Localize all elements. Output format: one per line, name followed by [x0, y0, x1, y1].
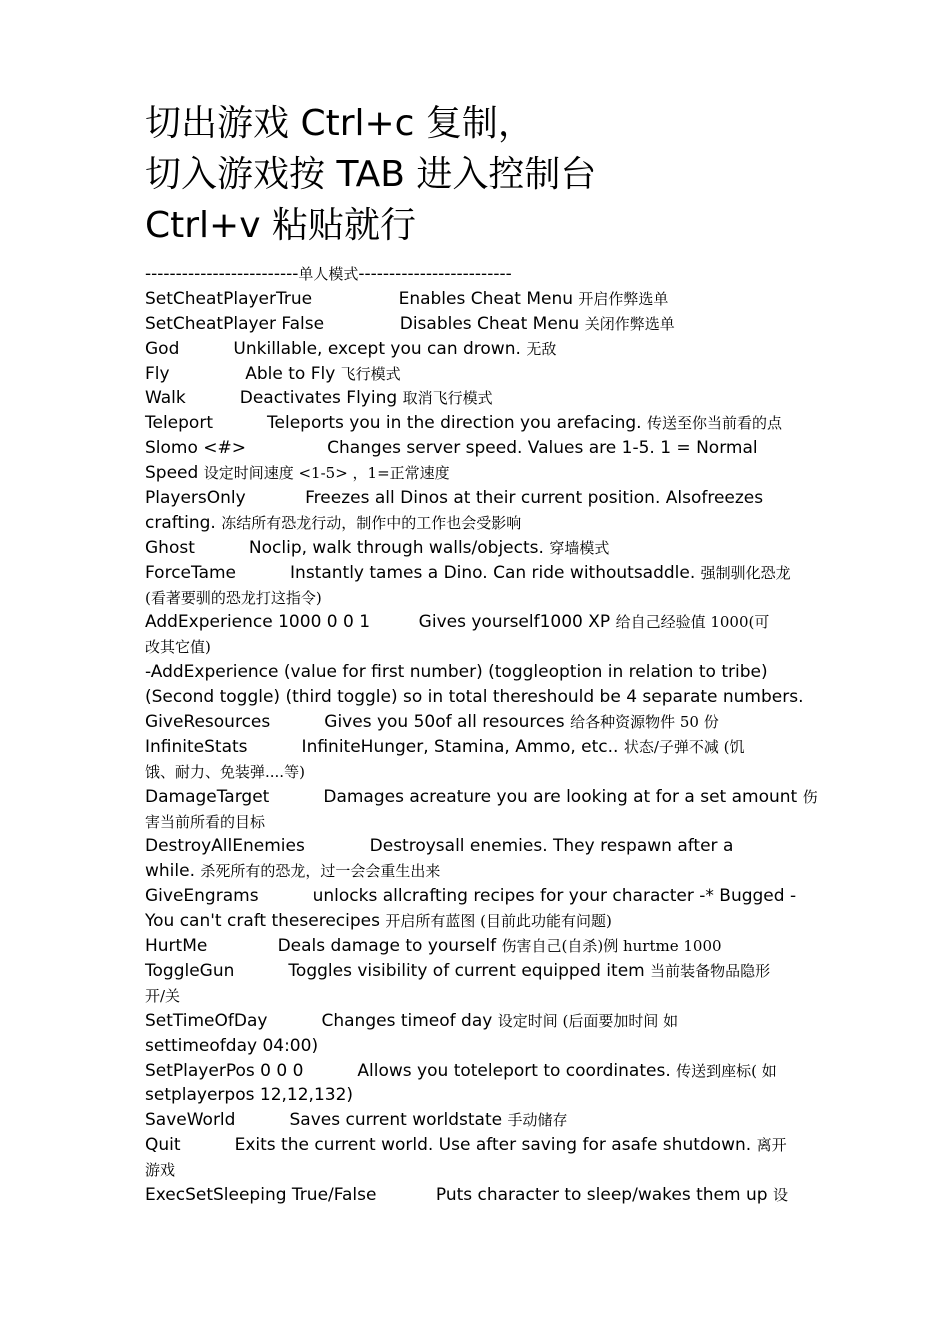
command-line	[145, 1108, 813, 1133]
command-line	[145, 660, 813, 685]
command-line	[145, 884, 813, 909]
command-line	[145, 1183, 813, 1208]
chinese-description: 饿、耐力、免装弹....等)	[145, 762, 305, 781]
command-line	[145, 1059, 813, 1084]
command-line	[145, 1133, 813, 1158]
chinese-description: 开启作弊选单	[578, 289, 669, 308]
chinese-description: 伤害自己(自杀)例 hurtme 1000	[501, 937, 722, 956]
command-text: GiveEngrams unlocks allcrafting recipes for your character -* Bugged -	[145, 886, 797, 907]
command-text: Slomo <#> Changes server speed. Values are 1-5. 1 = Normal	[145, 438, 758, 459]
command-line	[145, 635, 813, 660]
command-list	[145, 262, 818, 1208]
chinese-description: 强制驯化恐龙	[700, 563, 791, 582]
command-text: while.	[145, 861, 195, 882]
chinese-description: 游戏	[145, 1161, 176, 1180]
command-text: Ghost Noclip, walk through walls/objects.	[145, 537, 544, 558]
section-separator	[145, 262, 813, 287]
command-line	[145, 984, 813, 1009]
chinese-description: 离开	[756, 1136, 787, 1155]
command-text: DamageTarget Damages acreature you are looking at for a set amount	[145, 786, 798, 807]
separator-dashes-right: -------------------------	[358, 264, 512, 284]
command-line	[145, 411, 813, 436]
chinese-description: 冻结所有恐龙行动，制作中的工作也会受影响	[221, 513, 522, 532]
command-text: SaveWorld Saves current worldstate	[145, 1110, 503, 1131]
chinese-description: 手动储存	[507, 1111, 568, 1130]
command-line	[145, 909, 813, 934]
command-text: InfiniteStats InfiniteHunger, Stamina, Ammo, etc..	[145, 736, 619, 757]
command-line	[145, 610, 813, 635]
command-line	[145, 312, 813, 337]
chinese-description: (看著要驯的恐龙打这指令)	[145, 588, 322, 607]
command-line	[145, 1034, 813, 1059]
command-line	[145, 287, 813, 312]
chinese-description: 伤	[802, 787, 818, 806]
chinese-description: 给自己经验值 1000(可	[615, 613, 770, 632]
command-text: ExecSetSleeping True/False Puts character to sleep/wakes them up	[145, 1184, 768, 1205]
command-text: GiveResources Gives you 50of all resources	[145, 712, 565, 733]
chinese-description: 当前装备物品隐形	[650, 961, 771, 980]
command-text: AddExperience 1000 0 0 1 Gives yourself1000 XP	[145, 612, 611, 633]
command-line	[145, 536, 813, 561]
chinese-description: 杀死所有的恐龙，过一会会重生出来	[200, 862, 441, 881]
command-text: Fly Able to Fly	[145, 363, 336, 384]
chinese-description: 改其它值)	[145, 638, 211, 657]
command-text: setplayerpos 12,12,132)	[145, 1085, 354, 1106]
chinese-description: 传送至你当前看的点	[647, 414, 783, 433]
command-text: -AddExperience (value for first number) (toggleoption in relation to tribe)	[145, 662, 768, 683]
command-line	[145, 685, 813, 710]
command-text: SetCheatPlayer False Disables Cheat Menu	[145, 313, 580, 334]
command-line	[145, 486, 813, 511]
document-title	[145, 98, 845, 251]
command-line	[145, 785, 818, 810]
command-line	[145, 710, 813, 735]
chinese-description: 取消飞行模式	[402, 389, 493, 408]
chinese-description: 穿墙模式	[549, 538, 610, 557]
command-text: settimeofday 04:00)	[145, 1035, 319, 1056]
command-line	[145, 362, 813, 387]
chinese-description: 开/关	[145, 986, 181, 1005]
chinese-description: 无敌	[526, 339, 557, 358]
command-line	[145, 859, 813, 884]
command-line	[145, 461, 813, 486]
command-text: God Unkillable, except you can drown.	[145, 338, 521, 359]
chinese-description: 关闭作弊选单	[584, 314, 675, 333]
command-text: SetPlayerPos 0 0 0 Allows you toteleport to coordinates.	[145, 1060, 671, 1081]
command-text: (Second toggle) (third toggle) so in total thereshould be 4 separate numbers.	[145, 687, 804, 708]
command-line	[145, 834, 813, 859]
command-text: Speed	[145, 463, 199, 484]
chinese-description: 设	[772, 1185, 788, 1204]
command-line	[145, 511, 813, 536]
chinese-description: 飞行模式	[340, 364, 401, 383]
chinese-description: 开启所有蓝图 (目前此功能有问题)	[385, 912, 612, 931]
command-line	[145, 934, 813, 959]
section-label: 单人模式	[298, 265, 359, 283]
chinese-description: 设定时间速度 <1-5> ，1=正常速度	[203, 464, 450, 483]
chinese-description: 传送到座标( 如	[676, 1061, 777, 1080]
command-text: SetTimeOfDay Changes timeof day	[145, 1010, 493, 1031]
command-line	[145, 337, 813, 362]
command-line	[145, 386, 813, 411]
command-text: Teleport Teleports you in the direction you arefacing.	[145, 413, 642, 434]
command-text: DestroyAllEnemies Destroysall enemies. They respawn after a	[145, 836, 734, 857]
command-line	[145, 436, 813, 461]
command-line	[145, 586, 813, 611]
chinese-description: 给各种资源物件 50 份	[570, 713, 719, 732]
command-text: Walk Deactivates Flying	[145, 388, 398, 409]
command-text: HurtMe Deals damage to yourself	[145, 936, 497, 957]
chinese-description: 害当前所看的目标	[145, 812, 266, 831]
command-text: You can't craft theserecipes	[145, 911, 380, 932]
command-text: Quit Exits the current world. Use after saving for asafe shutdown.	[145, 1135, 752, 1156]
title-line: 切出游戏 Ctrl+c 复制，	[145, 103, 534, 144]
chinese-description: 设定时间 (后面要加时间 如	[497, 1011, 679, 1030]
command-line	[145, 735, 813, 760]
command-text: PlayersOnly Freezes all Dinos at their current position. Alsofreezes	[145, 488, 764, 509]
command-line	[145, 1158, 813, 1183]
command-text: SetCheatPlayerTrue Enables Cheat Menu	[145, 288, 574, 309]
chinese-description: 状态/子弹不减 (饥	[623, 737, 745, 756]
command-text: crafting.	[145, 512, 216, 533]
title-line: 切入游戏按 TAB 进入控制台	[145, 154, 597, 195]
command-line	[145, 561, 813, 586]
command-line	[145, 1009, 813, 1034]
command-line	[145, 810, 813, 835]
title-line: Ctrl+v 粘贴就行	[145, 205, 416, 246]
separator-dashes-left: -------------------------	[145, 264, 299, 284]
command-line	[145, 959, 813, 984]
command-line	[145, 1083, 813, 1108]
command-line	[145, 760, 813, 785]
command-text: ForceTame Instantly tames a Dino. Can ride withoutsaddle.	[145, 562, 696, 583]
command-text: ToggleGun Toggles visibility of current equipped item	[145, 960, 645, 981]
